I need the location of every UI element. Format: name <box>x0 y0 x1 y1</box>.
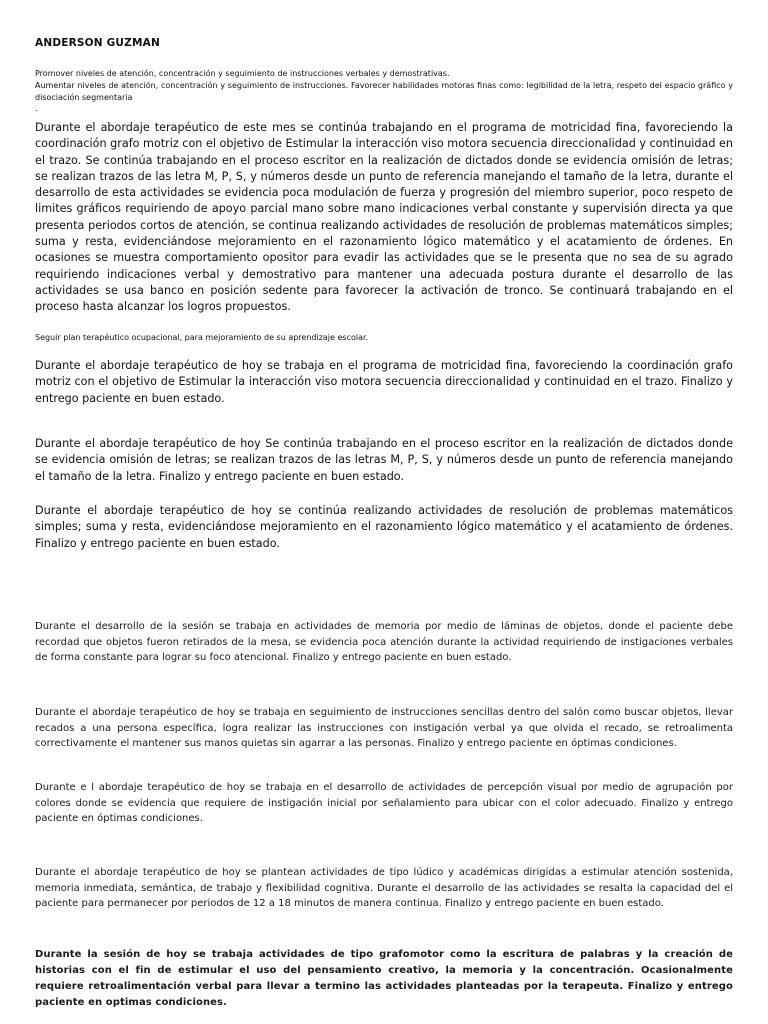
session-note-paragraph-5: Durante el abordaje terapéutico de hoy se trabaja en seguimiento de instrucciones sencillas dentro del salón como buscar objetos, llevar recados a una persona específica, logra realizar las instrucciones con instigación verbal ya que olvida el recado, se retroalimenta correctivamente el mantener sus manos quietas sin agarrar a las personas. Finalizo y entrego paciente en óptimas condiciones. <box>35 707 733 749</box>
patient-name-heading: ANDERSON GUZMAN <box>35 37 160 49</box>
separator-dot: . <box>35 104 38 113</box>
objective-line-1: Promover niveles de atención, concentración y seguimiento de instrucciones verbales y demostrativas. <box>35 69 450 78</box>
session-note-paragraph-7: Durante el abordaje terapéutico de hoy se plantean actividades de tipo lúdico y académicas dirigidas a estimular atención sostenida, memoria inmediata, semántica, de trabajo y flexibilidad cognitiva. Durante el desarrollo de las actividades se resalta la capacidad del el paciente para permanecer por periodos de 12 a 18 minutos de manera continua. Finalizo y entrego paciente en buen estado. <box>35 867 733 909</box>
session-note-paragraph-4: Durante el desarrollo de la sesión se trabaja en actividades de memoria por medio de láminas de objetos, donde el paciente debe recordad que objetos fueron retirados de la mesa, se evidencia poca atención durante la actividad requiriendo de instigaciones verbales de forma constante para lograr su foco atencional. Finalizo y entrego paciente en buen estado. <box>35 621 733 663</box>
session-note-paragraph-1: Durante el abordaje terapéutico de hoy se trabaja en el programa de motricidad fina, favoreciendo la coordinación grafo motriz con el objetivo de Estimular la interacción viso motora secuencia direccionalidad y continuidad en el trazo. Finalizo y entrego paciente en buen estado. <box>35 359 733 405</box>
objective-line-2: Aumentar niveles de atención, concentración y seguimiento de instrucciones. Favorecer habilidades motoras finas como: legibilidad de la letra, respeto del espacio gráfico y disociación segmentaria <box>35 81 733 102</box>
session-note-paragraph-2: Durante el abordaje terapéutico de hoy Se continúa trabajando en el proceso escritor en la realización de dictados donde se evidencia omisión de letras; se realizan trazos de las letras M, P, S, y números desde un punto de referencia manejando el tamaño de la letra. Finalizo y entrego paciente en buen estado. <box>35 437 733 483</box>
session-note-paragraph-8: Durante la sesión de hoy se trabaja actividades de tipo grafomotor como la escritura de palabras y la creación de historias con el fin de estimular el uso del pensamiento creativo, la memoria y la concentración. Ocasionalmente requiere retroalimentación verbal para llevar a termino las actividades planteadas por la terapeuta. Finalizo y entrego paciente en optimas condiciones. <box>35 949 733 1008</box>
session-note-paragraph-3: Durante el abordaje terapéutico de hoy se continúa realizando actividades de resolución de problemas matemáticos simples; suma y resta, evidenciándose mejoramiento en el razonamiento lógico matemático y el acatamiento de órdenes. Finalizo y entrego paciente en buen estado. <box>35 504 733 550</box>
monthly-summary-paragraph: Durante el abordaje terapéutico de este mes se continúa trabajando en el programa de motricidad fina, favoreciendo la coordinación grafo motriz con el objetivo de Estimular la interacción viso motora secuencia direccionalidad y continuidad en el trazo. Se continúa trabajando en el proceso escritor en la realización de dictados donde se evidencia omisión de letras; se realizan trazos de las letra M, P, S, y números desde un punto de referencia manejando el tamaño de la letra, durante el desarrollo de esta actividades se evidencia poca modulación de fuerza y progresión del miembro superior, poco respeto de limites gráficos requiriendo de apoyo parcial mano sobre mano indicaciones verbal constante y supervisión directa ya que presenta periodos cortos de atención, se continua realizando actividades de resolución de problemas matemáticos simples; suma y resta, evidenciándose mejoramiento en el razonamiento lógico matemático y el acatamiento de órdenes. En ocasiones se muestra comportamiento opositor para evadir las actividades que se le presenta que no sea de su agrado requiriendo indicaciones verbal y demostrativo para mantener una adecuada postura durante el desarrollo de las actividades se usa banco en posición sedente para favorecer la activación de tronco. Se continuará trabajando en el proceso hasta alcanzar los logros propuestos. <box>35 121 733 314</box>
session-note-paragraph-6: Durante e l abordaje terapéutico de hoy se trabaja en el desarrollo de actividades de percepción visual por medio de agrupación por colores donde se evidencia que requiere de instigación inicial por señalamiento para ubicar con el color adecuado. Finalizo y entrego paciente en óptimas condiciones. <box>35 782 733 824</box>
plan-note: Seguir plan terapéutico ocupacional, para mejoramiento de su aprendizaje escolar. <box>35 333 369 342</box>
